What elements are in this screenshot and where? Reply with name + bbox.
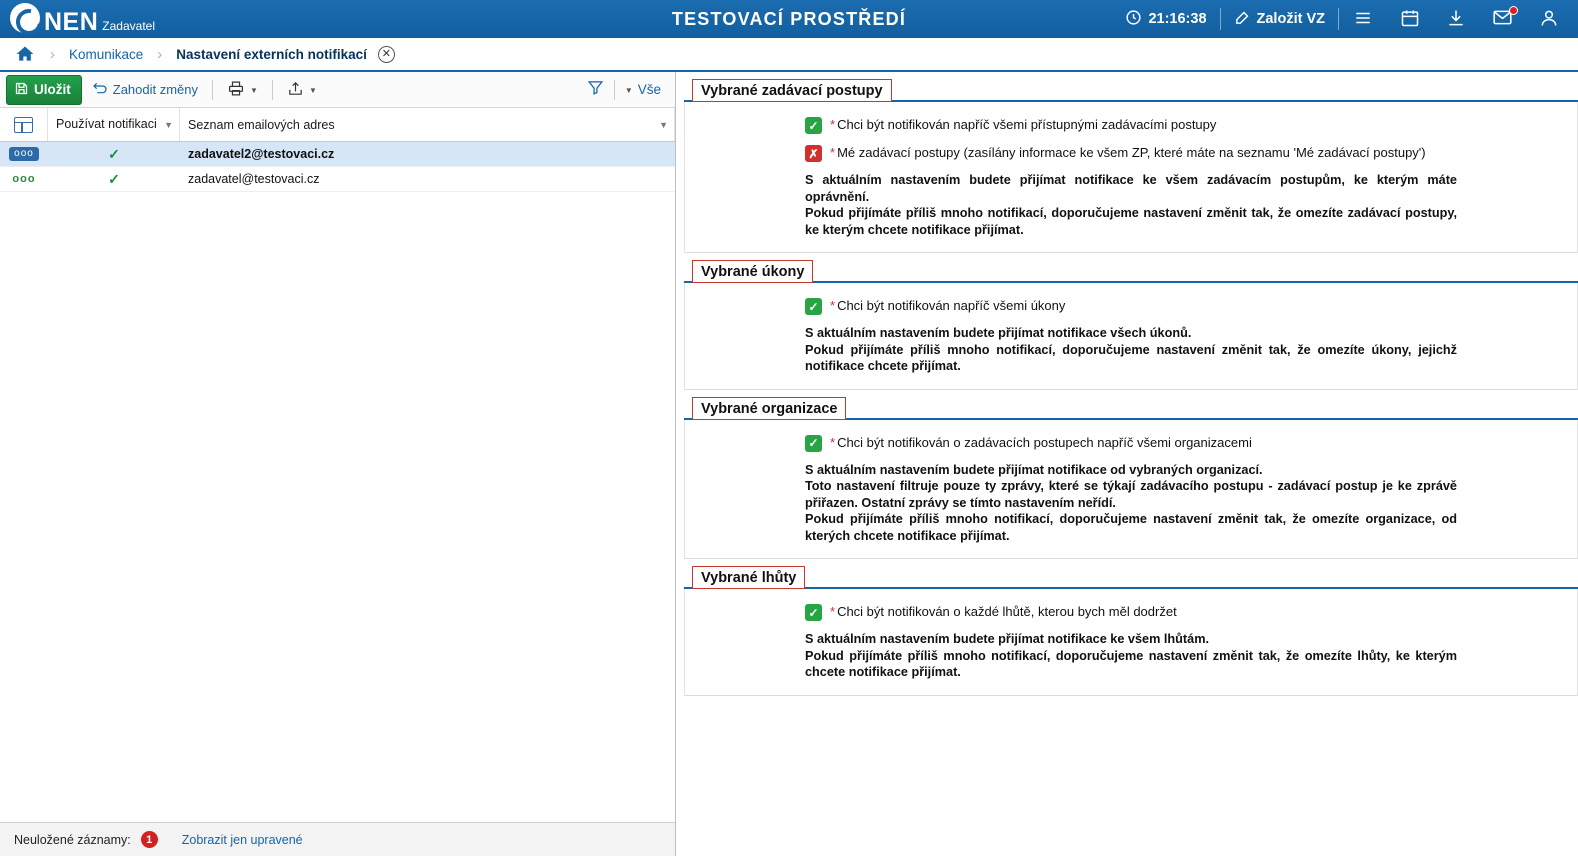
option-row[interactable]	[805, 603, 1457, 621]
discard-changes-button[interactable]	[86, 76, 204, 103]
sort-icon[interactable]: ▼	[164, 119, 173, 130]
option-label: * Chci být notifikován o zadávacích postupech napříč všemi organizacemi	[830, 434, 1252, 450]
description-line: Pokud přijímáte příliš mnoho notifikací, doporučujeme nastavení změnit tak, že omezíte lhůty, ke kterým chcete notifikace přijímat.	[805, 648, 1457, 679]
discard-label: Zahodit změny	[112, 82, 199, 97]
section-description	[805, 172, 1457, 238]
user-icon	[1539, 8, 1559, 31]
save-button[interactable]	[6, 75, 82, 105]
calendar-icon	[1400, 8, 1420, 31]
filter-icon[interactable]	[587, 79, 604, 100]
nen-logo-icon	[10, 3, 40, 33]
option-label: * Chci být notifikován napříč všemi přístupnými zadávacími postupy	[830, 117, 1217, 132]
filter-all-label: Vše	[637, 82, 661, 97]
save-icon	[14, 81, 29, 99]
description-line: S aktuálním nastavením budete přijímat notifikace všech úkonů.	[805, 326, 1192, 340]
table-row[interactable]	[0, 142, 675, 167]
description-line: Pokud přijímáte příliš mnoho notifikací, doporučujeme nastavení změnit tak, že omezíte organizace, od kterých chcete notifikace přijímat.	[805, 512, 1457, 543]
row-marker[interactable]	[0, 167, 48, 191]
create-vz-label: Založit VZ	[1256, 11, 1325, 27]
required-star: *	[830, 145, 836, 160]
description-line: Toto nastavení filtruje pouze ty zprávy, které se týkají zadávacího postupu - zadávací postup je ke zprávě přiřazen. Ostatní zprávy se tímto nastavením neřídí.	[805, 479, 1457, 510]
unsaved-records-count: 1	[141, 831, 158, 848]
section-header	[684, 559, 1578, 589]
row-menu-icon[interactable]: ooo	[9, 147, 39, 161]
print-button[interactable]	[221, 76, 264, 104]
main-content	[0, 72, 1578, 856]
required-star: *	[830, 434, 836, 450]
section-zadavaci-postupy	[684, 72, 1578, 253]
row-marker[interactable]	[0, 142, 48, 166]
save-label: Uložit	[34, 82, 71, 97]
description-line: S aktuálním nastavením budete přijímat notifikace ke všem zadávacím postupům, ke kterým máte oprávnění.	[805, 173, 1457, 204]
export-button[interactable]	[281, 76, 323, 104]
printer-icon	[227, 80, 245, 100]
chevron-down-icon: ▼	[624, 86, 633, 95]
divider	[212, 80, 213, 100]
required-star: *	[830, 604, 836, 619]
option-row[interactable]	[805, 116, 1457, 134]
unsaved-records-label: Neuložené záznamy:	[14, 832, 131, 847]
grid-toolbar	[0, 72, 675, 108]
share-icon	[287, 80, 304, 100]
row-menu-icon[interactable]: ooo	[12, 173, 36, 185]
section-title: Vybrané zadávací postupy	[692, 79, 892, 102]
section-description	[805, 325, 1457, 375]
breadcrumb-current: Nastavení externích notifikací	[176, 46, 367, 62]
required-star: *	[830, 298, 836, 313]
messages-unread-badge	[1509, 6, 1518, 15]
section-description	[805, 631, 1457, 681]
description-line: S aktuálním nastavením budete přijímat notifikace od vybraných organizací.	[805, 462, 1263, 477]
grid-header-email-list[interactable]	[180, 108, 675, 141]
breadcrumb	[0, 38, 1578, 72]
grid-header-email-list-label: Seznam emailových adres	[188, 117, 335, 132]
clock	[1112, 0, 1219, 38]
notification-settings-panel	[676, 72, 1578, 856]
download-button[interactable]	[1433, 0, 1479, 38]
email-list-panel	[0, 72, 676, 856]
top-bar	[0, 0, 1578, 38]
brand-name: NEN	[44, 8, 99, 36]
clock-icon	[1125, 9, 1142, 29]
create-vz-button[interactable]	[1221, 0, 1338, 38]
section-header	[684, 72, 1578, 102]
environment-title: TESTOVACÍ PROSTŘEDÍ	[671, 8, 907, 29]
section-header	[684, 390, 1578, 420]
brand	[0, 3, 155, 35]
calendar-button[interactable]	[1387, 0, 1433, 38]
description-line: S aktuálním nastavením budete přijímat notifikace ke všem lhůtám.	[805, 632, 1210, 646]
chevron-down-icon[interactable]: ▼	[250, 86, 258, 95]
section-body	[684, 102, 1578, 253]
row-use-notifications: ✓	[108, 170, 120, 187]
filter-all-button[interactable]	[625, 82, 661, 97]
table-row[interactable]	[0, 167, 675, 192]
required-star: *	[830, 117, 836, 132]
grid-header	[0, 108, 675, 142]
menu-button[interactable]	[1339, 0, 1387, 38]
option-label: * Chci být notifikován napříč všemi úkony	[830, 298, 1066, 313]
grid-header-use-notifications-label: Používat notifikaci	[56, 117, 157, 131]
checkbox-checked-icon[interactable]: ✓	[805, 117, 822, 134]
checkbox-unchecked-icon[interactable]: ✗	[805, 145, 822, 162]
description-line: Pokud přijímáte příliš mnoho notifikací, doporučujeme nastavení změnit tak, že omezíte úkony, jejichž notifikace chcete přijímat.	[805, 342, 1457, 373]
row-use-notifications: ✓	[108, 145, 120, 162]
divider	[614, 80, 615, 100]
section-lhuty	[684, 559, 1578, 696]
row-email: zadavatel@testovaci.cz	[188, 172, 320, 186]
grid-filter-actions	[587, 79, 669, 100]
option-label: * Mé zadávací postupy (zasílány informace ke všem ZP, které máte na seznamu 'Mé zadávací postupy')	[830, 145, 1426, 160]
breadcrumb-item-komunikace[interactable]: Komunikace	[69, 46, 144, 62]
section-body	[684, 589, 1578, 696]
option-row[interactable]	[805, 144, 1457, 162]
top-bar-actions	[1112, 0, 1578, 38]
home-icon[interactable]	[14, 44, 36, 64]
sort-icon[interactable]: ▼	[659, 119, 668, 130]
section-title: Vybrané organizace	[692, 397, 846, 420]
breadcrumb-separator: ›	[157, 45, 163, 63]
option-row[interactable]	[805, 434, 1457, 452]
messages-button[interactable]	[1479, 0, 1526, 38]
section-ukony	[684, 253, 1578, 390]
hamburger-icon	[1352, 9, 1374, 30]
brand-subtitle: Zadavatel	[102, 19, 155, 33]
checkbox-checked-icon[interactable]: ✓	[805, 435, 822, 452]
grid-header-icon	[0, 108, 48, 141]
section-body	[684, 420, 1578, 560]
section-organizace	[684, 390, 1578, 560]
checkbox-checked-icon[interactable]: ✓	[805, 604, 822, 621]
section-description	[805, 462, 1457, 545]
description-line: Pokud přijímáte příliš mnoho notifikací, doporučujeme nastavení změnit tak, že omezíte zadávací postupy, ke kterým chcete notifikace přijímat.	[805, 206, 1457, 237]
row-email: zadavatel2@testovaci.cz	[188, 147, 335, 161]
pencil-icon	[1234, 9, 1251, 29]
undo-icon	[92, 80, 108, 99]
show-modified-link[interactable]: Zobrazit jen upravené	[181, 832, 303, 847]
divider	[272, 80, 273, 100]
option-label: * Chci být notifikován o každé lhůtě, kterou bych měl dodržet	[830, 604, 1177, 619]
breadcrumb-separator: ›	[50, 45, 55, 63]
user-button[interactable]	[1526, 0, 1572, 38]
section-title: Vybrané lhůty	[692, 566, 805, 589]
clock-time: 21:16:38	[1148, 11, 1207, 27]
grid-footer	[0, 822, 675, 856]
grid-body	[0, 142, 675, 822]
section-body	[684, 283, 1578, 390]
section-header	[684, 253, 1578, 283]
download-icon	[1446, 8, 1466, 31]
section-title: Vybrané úkony	[692, 260, 813, 283]
option-row[interactable]	[805, 297, 1457, 315]
grid-header-use-notifications[interactable]	[48, 108, 180, 141]
chevron-down-icon[interactable]: ▼	[308, 86, 317, 95]
close-icon[interactable]: ✕	[378, 46, 395, 63]
table-settings-icon[interactable]	[14, 117, 33, 133]
checkbox-checked-icon[interactable]: ✓	[805, 298, 822, 315]
